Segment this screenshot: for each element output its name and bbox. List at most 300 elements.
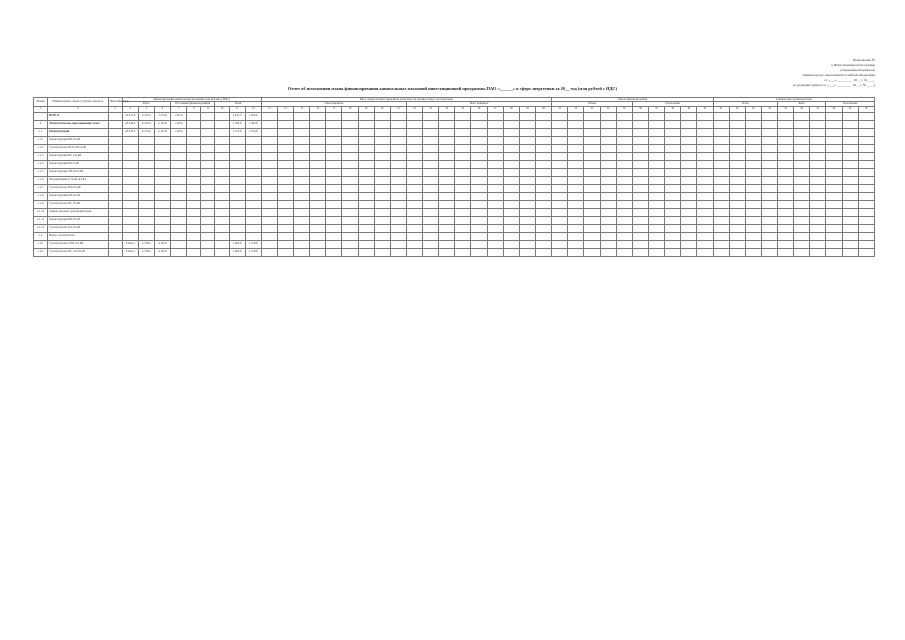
empty-cell: [729, 168, 745, 176]
empty-cell: [261, 160, 277, 168]
empty-cell: [858, 168, 874, 176]
table-row: [34, 112, 875, 120]
empty-cell: [584, 232, 600, 240]
empty-cell: [342, 128, 358, 136]
column-number: 1: [34, 106, 48, 112]
row-value: [122, 168, 138, 176]
row-value: [138, 168, 154, 176]
row-value: [229, 200, 245, 208]
empty-cell: [697, 176, 713, 184]
empty-cell: [842, 208, 858, 216]
empty-cell: [519, 208, 535, 216]
empty-cell: [261, 144, 277, 152]
column-number: 5: [138, 106, 154, 112]
row-value: [229, 216, 245, 224]
empty-cell: [761, 136, 777, 144]
row-number: 1.2.1: [34, 240, 48, 248]
empty-cell: [697, 168, 713, 176]
empty-cell: [858, 176, 874, 184]
empty-cell: [778, 216, 794, 224]
empty-cell: [503, 120, 519, 128]
empty-cell: [326, 232, 342, 240]
row-value: [245, 192, 261, 200]
empty-cell: [600, 120, 616, 128]
empty-cell: [455, 152, 471, 160]
column-number: 47: [810, 106, 826, 112]
row-value: [171, 192, 187, 200]
appendix-line: Министерства энергетики Российской Федерации: [802, 73, 875, 77]
empty-cell: [374, 112, 390, 120]
empty-cell: [632, 160, 648, 168]
row-value: [187, 176, 201, 184]
column-number: 17: [326, 106, 342, 112]
empty-cell: [632, 152, 648, 160]
row-name: Реконструкция ВЛ-10 кВ: [48, 136, 108, 144]
empty-cell: [423, 120, 439, 128]
empty-cell: [390, 128, 406, 136]
empty-cell: [390, 200, 406, 208]
empty-cell: [745, 144, 761, 152]
row-value: [138, 144, 154, 152]
empty-cell: [648, 128, 664, 136]
empty-cell: [584, 144, 600, 152]
empty-cell: [778, 128, 794, 136]
row-value: [215, 112, 229, 120]
empty-cell: [326, 168, 342, 176]
empty-cell: [358, 200, 374, 208]
empty-cell: [665, 248, 681, 256]
empty-cell: [552, 144, 568, 152]
empty-cell: [294, 120, 310, 128]
row-number: 1.1.6: [34, 176, 48, 184]
row-name: Реконструкция КЛ-6 кВ: [48, 160, 108, 168]
empty-cell: [858, 224, 874, 232]
empty-cell: [745, 128, 761, 136]
empty-cell: [294, 232, 310, 240]
row-value: [122, 192, 138, 200]
empty-cell: [600, 192, 616, 200]
empty-cell: [277, 136, 293, 144]
empty-cell: [745, 192, 761, 200]
empty-cell: [648, 200, 664, 208]
empty-cell: [390, 184, 406, 192]
empty-cell: [584, 120, 600, 128]
empty-cell: [439, 248, 455, 256]
empty-cell: [761, 176, 777, 184]
empty-cell: [697, 112, 713, 120]
empty-cell: [503, 232, 519, 240]
row-value: [245, 208, 261, 216]
empty-cell: [471, 160, 487, 168]
column-number: 49: [842, 106, 858, 112]
row-id: [108, 224, 122, 232]
empty-cell: [487, 240, 503, 248]
row-value: [122, 176, 138, 184]
empty-cell: [374, 216, 390, 224]
header-id: Идентификатор: [108, 98, 122, 107]
empty-cell: [342, 224, 358, 232]
header-fin-alloc: Объем финансирования: [552, 98, 713, 102]
empty-cell: [681, 168, 697, 176]
header-fund-sources: Источники финансирования: [171, 102, 215, 106]
empty-cell: [406, 160, 422, 168]
row-value: 3 274,6: [154, 112, 170, 120]
empty-cell: [535, 216, 551, 224]
empty-cell: [358, 240, 374, 248]
column-number: 37: [648, 106, 664, 112]
empty-cell: [568, 128, 584, 136]
empty-cell: [778, 160, 794, 168]
column-number: 16: [310, 106, 326, 112]
column-number: 50: [858, 106, 874, 112]
row-name: Реконструкция РП-10 кВ: [48, 192, 108, 200]
empty-cell: [745, 176, 761, 184]
empty-cell: [552, 168, 568, 176]
empty-cell: [794, 176, 810, 184]
row-value: [215, 176, 229, 184]
empty-cell: [342, 112, 358, 120]
empty-cell: [681, 192, 697, 200]
row-value: [201, 192, 215, 200]
empty-cell: [665, 168, 681, 176]
table-row: [34, 192, 875, 200]
empty-cell: [665, 192, 681, 200]
empty-cell: [552, 240, 568, 248]
header-fund-plan: План: [215, 102, 261, 106]
empty-cell: [761, 216, 777, 224]
empty-cell: [842, 120, 858, 128]
empty-cell: [310, 192, 326, 200]
row-value: [154, 176, 170, 184]
row-value: [215, 168, 229, 176]
empty-cell: [423, 112, 439, 120]
empty-cell: [358, 168, 374, 176]
row-value: [229, 192, 245, 200]
empty-cell: [729, 112, 745, 120]
empty-cell: [342, 144, 358, 152]
table-row: [34, 216, 875, 224]
table-row: [34, 208, 875, 216]
empty-cell: [471, 144, 487, 152]
empty-cell: [616, 120, 632, 128]
row-value: 1 562,2: [171, 120, 187, 128]
empty-cell: [406, 192, 422, 200]
empty-cell: [713, 152, 729, 160]
row-value: [171, 232, 187, 240]
empty-cell: [681, 232, 697, 240]
empty-cell: [745, 136, 761, 144]
empty-cell: [519, 160, 535, 168]
empty-cell: [794, 240, 810, 248]
empty-cell: [616, 112, 632, 120]
empty-cell: [261, 152, 277, 160]
empty-cell: [487, 152, 503, 160]
empty-cell: [310, 168, 326, 176]
empty-cell: [326, 208, 342, 216]
row-value: [201, 120, 215, 128]
empty-cell: [310, 144, 326, 152]
empty-cell: [858, 184, 874, 192]
empty-cell: [729, 136, 745, 144]
row-value: [187, 112, 201, 120]
empty-cell: [519, 240, 535, 248]
row-id: [108, 136, 122, 144]
row-value: [201, 200, 215, 208]
row-name: Замена силовых трансформаторов: [48, 208, 108, 216]
empty-cell: [665, 224, 681, 232]
row-value: 12 415,8: [122, 112, 138, 120]
empty-cell: [261, 240, 277, 248]
table-row: [34, 176, 875, 184]
row-value: [122, 184, 138, 192]
empty-cell: [842, 144, 858, 152]
empty-cell: [503, 128, 519, 136]
empty-cell: [568, 136, 584, 144]
empty-cell: [310, 176, 326, 184]
empty-cell: [858, 232, 874, 240]
empty-cell: [794, 184, 810, 192]
row-value: 1 547,2: [171, 112, 187, 120]
empty-cell: [294, 248, 310, 256]
row-value: 2 147,8: [154, 128, 170, 136]
column-number: 39: [681, 106, 697, 112]
row-id: [108, 120, 122, 128]
empty-cell: [277, 232, 293, 240]
empty-cell: [568, 200, 584, 208]
row-value: [201, 240, 215, 248]
empty-cell: [487, 112, 503, 120]
empty-cell: [648, 152, 664, 160]
row-value: [245, 144, 261, 152]
row-value: [138, 160, 154, 168]
empty-cell: [697, 144, 713, 152]
empty-cell: [374, 224, 390, 232]
empty-cell: [261, 248, 277, 256]
row-value: [171, 136, 187, 144]
empty-cell: [455, 200, 471, 208]
empty-cell: [713, 144, 729, 152]
empty-cell: [810, 208, 826, 216]
empty-cell: [826, 136, 842, 144]
empty-cell: [294, 176, 310, 184]
empty-cell: [632, 184, 648, 192]
empty-cell: [616, 160, 632, 168]
row-value: [245, 232, 261, 240]
empty-cell: [277, 184, 293, 192]
empty-cell: [858, 144, 874, 152]
empty-cell: [487, 168, 503, 176]
empty-cell: [665, 240, 681, 248]
empty-cell: [761, 112, 777, 120]
row-value: [187, 128, 201, 136]
empty-cell: [648, 168, 664, 176]
empty-cell: [745, 248, 761, 256]
empty-cell: [503, 184, 519, 192]
row-value: [229, 184, 245, 192]
empty-cell: [342, 232, 358, 240]
row-value: [187, 120, 201, 128]
row-value: [245, 224, 261, 232]
empty-cell: [487, 216, 503, 224]
row-value: 1 370,8: [245, 240, 261, 248]
empty-cell: [535, 168, 551, 176]
empty-cell: [342, 248, 358, 256]
header-num: Номер: [34, 98, 48, 107]
empty-cell: [552, 232, 568, 240]
empty-cell: [471, 176, 487, 184]
empty-cell: [681, 128, 697, 136]
empty-cell: [406, 120, 422, 128]
empty-cell: [842, 160, 858, 168]
empty-cell: [858, 200, 874, 208]
column-number: 12: [245, 106, 261, 112]
row-value: [122, 208, 138, 216]
row-value: 4 165,8: [154, 248, 170, 256]
empty-cell: [810, 224, 826, 232]
row-number: 1.2.2: [34, 248, 48, 256]
row-id: [108, 200, 122, 208]
column-number: 42: [729, 106, 745, 112]
empty-cell: [681, 176, 697, 184]
empty-cell: [568, 168, 584, 176]
empty-cell: [778, 248, 794, 256]
empty-cell: [794, 112, 810, 120]
empty-cell: [858, 240, 874, 248]
empty-cell: [406, 128, 422, 136]
empty-cell: [390, 232, 406, 240]
empty-cell: [745, 208, 761, 216]
empty-cell: [600, 208, 616, 216]
empty-cell: [778, 208, 794, 216]
empty-cell: [310, 240, 326, 248]
empty-cell: [761, 128, 777, 136]
empty-cell: [552, 208, 568, 216]
empty-cell: [519, 168, 535, 176]
empty-cell: [503, 112, 519, 120]
empty-cell: [584, 152, 600, 160]
column-number: 43: [745, 106, 761, 112]
row-value: [229, 144, 245, 152]
empty-cell: [681, 184, 697, 192]
empty-cell: [439, 240, 455, 248]
empty-cell: [519, 224, 535, 232]
row-value: [201, 136, 215, 144]
empty-cell: [568, 184, 584, 192]
empty-cell: [503, 192, 519, 200]
empty-cell: [681, 208, 697, 216]
empty-cell: [810, 152, 826, 160]
empty-cell: [326, 128, 342, 136]
empty-cell: [600, 232, 616, 240]
empty-cell: [826, 168, 842, 176]
empty-cell: [632, 248, 648, 256]
empty-cell: [826, 208, 842, 216]
empty-cell: [826, 240, 842, 248]
empty-cell: [568, 224, 584, 232]
empty-cell: [794, 136, 810, 144]
empty-cell: [648, 232, 664, 240]
empty-cell: [568, 232, 584, 240]
column-number: 20: [374, 106, 390, 112]
empty-cell: [406, 136, 422, 144]
empty-cell: [648, 192, 664, 200]
empty-cell: [487, 208, 503, 216]
empty-cell: [310, 136, 326, 144]
empty-cell: [326, 136, 342, 144]
empty-cell: [535, 136, 551, 144]
empty-cell: [406, 216, 422, 224]
empty-cell: [584, 176, 600, 184]
column-number: 3: [108, 106, 122, 112]
column-number: 14: [277, 106, 293, 112]
empty-cell: [745, 200, 761, 208]
empty-cell: [342, 208, 358, 216]
table-row: [34, 168, 875, 176]
row-value: [154, 144, 170, 152]
empty-cell: [616, 136, 632, 144]
empty-cell: [697, 200, 713, 208]
empty-cell: [487, 200, 503, 208]
empty-cell: [713, 208, 729, 216]
row-id: [108, 160, 122, 168]
column-number: 26: [471, 106, 487, 112]
row-value: [122, 232, 138, 240]
empty-cell: [858, 208, 874, 216]
empty-cell: [810, 200, 826, 208]
empty-cell: [761, 120, 777, 128]
empty-cell: [697, 192, 713, 200]
empty-cell: [390, 224, 406, 232]
empty-cell: [294, 224, 310, 232]
empty-cell: [455, 136, 471, 144]
empty-cell: [761, 152, 777, 160]
empty-cell: [503, 224, 519, 232]
empty-cell: [261, 192, 277, 200]
empty-cell: [778, 192, 794, 200]
empty-cell: [600, 216, 616, 224]
empty-cell: [294, 240, 310, 248]
empty-cell: [423, 128, 439, 136]
empty-cell: [826, 184, 842, 192]
empty-cell: [535, 224, 551, 232]
empty-cell: [632, 128, 648, 136]
empty-cell: [374, 192, 390, 200]
empty-cell: [729, 144, 745, 152]
empty-cell: [745, 152, 761, 160]
empty-cell: [697, 152, 713, 160]
row-value: 10 041,5: [122, 128, 138, 136]
row-value: [171, 200, 187, 208]
row-value: [201, 152, 215, 160]
empty-cell: [439, 144, 455, 152]
row-name: Реконструкция: [48, 128, 108, 136]
row-value: [171, 240, 187, 248]
empty-cell: [439, 224, 455, 232]
empty-cell: [535, 120, 551, 128]
row-value: [245, 136, 261, 144]
row-id: [108, 192, 122, 200]
empty-cell: [374, 208, 390, 216]
empty-cell: [665, 200, 681, 208]
empty-cell: [342, 136, 358, 144]
table-row: [34, 232, 875, 240]
row-number: 1.1.5: [34, 168, 48, 176]
empty-cell: [745, 160, 761, 168]
empty-cell: [277, 208, 293, 216]
empty-cell: [277, 176, 293, 184]
empty-cell: [842, 136, 858, 144]
table-row: [34, 248, 875, 256]
